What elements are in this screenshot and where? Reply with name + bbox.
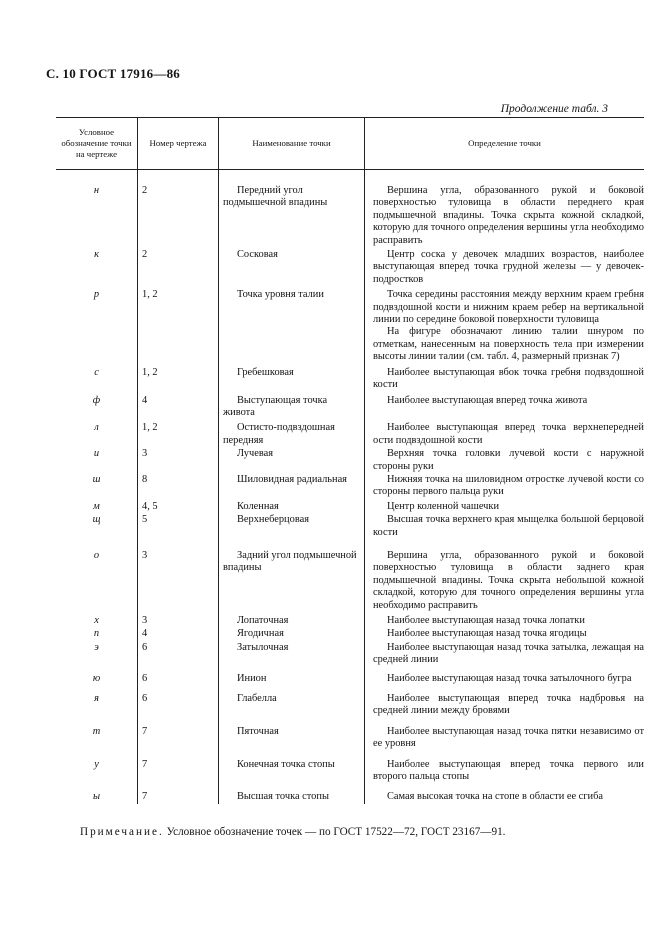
drawing-number: 6 xyxy=(138,667,219,685)
table-row xyxy=(56,718,644,751)
point-symbol: ы xyxy=(56,783,138,803)
point-definition xyxy=(365,170,645,248)
definition-paragraph: Высшая точка верхнего края мыщелка большой берцовой кости xyxy=(373,514,644,538)
table-continuation-label: Продолжение табл. 3 xyxy=(500,103,608,115)
point-name: Затылочная xyxy=(219,641,365,667)
point-definition xyxy=(365,718,645,751)
definition-paragraph: Наиболее выступающая назад точка пятки независимо от ее уровня xyxy=(373,725,644,750)
table-row xyxy=(56,392,644,420)
point-definition xyxy=(365,419,645,447)
point-symbol: щ xyxy=(56,513,138,539)
definition-paragraph: Наиболее выступающая вперед точка живота xyxy=(387,394,588,406)
point-name: Сосковая xyxy=(219,247,365,286)
drawing-number: 7 xyxy=(138,783,219,803)
point-name: Коленная xyxy=(219,499,365,513)
table-row xyxy=(56,539,644,612)
point-symbol: у xyxy=(56,751,138,784)
definition-paragraph: Нижняя точка на шиловидном отростке лучевой кости со стороны первого пальца руки xyxy=(373,473,644,498)
note-text: Условное обозначение точек — по ГОСТ 17522—72, ГОСТ 23167—91. xyxy=(166,826,506,838)
table-row xyxy=(56,783,644,803)
point-symbol: я xyxy=(56,685,138,718)
point-definition xyxy=(365,783,645,803)
drawing-number: 7 xyxy=(138,718,219,751)
table-row xyxy=(56,286,644,363)
point-symbol: и xyxy=(56,447,138,473)
drawing-number: 2 xyxy=(138,247,219,286)
point-definition xyxy=(365,751,645,784)
point-name: Лопаточная xyxy=(219,612,365,627)
point-definition xyxy=(365,627,645,640)
point-definition xyxy=(365,499,645,513)
point-symbol: н xyxy=(56,170,138,248)
point-symbol: т xyxy=(56,718,138,751)
table-note xyxy=(80,826,505,838)
point-name: Выступающая точка живота xyxy=(219,392,365,420)
point-symbol: м xyxy=(56,499,138,513)
point-name: Ягодичная xyxy=(219,627,365,640)
table-row xyxy=(56,247,644,286)
table-row xyxy=(56,419,644,447)
drawing-number: 1, 2 xyxy=(138,364,219,392)
definition-paragraph: Наиболее выступающая вперед точка надбровья на средней линии между бровями xyxy=(373,693,644,717)
table-row xyxy=(56,473,644,499)
definition-paragraph: Наиболее выступающая назад точка затылка, лежащая на средней линии xyxy=(373,641,644,666)
table-body xyxy=(56,170,644,804)
definition-paragraph: Наиболее выступающая назад точка затылочного бугра xyxy=(387,672,632,684)
point-symbol: х xyxy=(56,612,138,627)
point-symbol: э xyxy=(56,641,138,667)
point-name: Лучевая xyxy=(219,447,365,473)
point-name: Конечная точка стопы xyxy=(219,751,365,784)
column-header-definition: Определение точки xyxy=(365,118,645,170)
point-definition xyxy=(365,685,645,718)
point-definition xyxy=(365,247,645,286)
table-row xyxy=(56,751,644,784)
point-symbol: р xyxy=(56,286,138,363)
point-definition xyxy=(365,286,645,363)
point-name: Шиловидная радиальная xyxy=(219,473,365,499)
definition-paragraph: Точка середины расстояния между верхним краем гребня подвздошной кости и нижним краем ребер на вертикальной линии по середине боковой поверхности туловища xyxy=(373,289,644,326)
column-header-name: Наименование точки xyxy=(219,118,365,170)
page-header: С. 10 ГОСТ 17916—86 xyxy=(46,66,180,81)
point-name: Верхнеберцовая xyxy=(219,513,365,539)
table-row xyxy=(56,170,644,248)
definition-paragraph: Верхняя точка головки лучевой кости с наружной стороны руки xyxy=(373,448,644,472)
definition-paragraph: Наиболее выступающая вперед точка первого или второго пальца стопы xyxy=(373,758,644,783)
point-symbol: ш xyxy=(56,473,138,499)
drawing-number: 3 xyxy=(138,447,219,473)
point-symbol: л xyxy=(56,419,138,447)
table-row xyxy=(56,447,644,473)
point-name: Инион xyxy=(219,667,365,685)
point-symbol: ю xyxy=(56,667,138,685)
point-definition xyxy=(365,447,645,473)
point-symbol: о xyxy=(56,539,138,612)
point-name: Остисто-подвздошная передняя xyxy=(219,419,365,447)
definition-paragraph: Вершина угла, образованного рукой и боковой поверхностью туловища в области заднего края подмышечной впадины. Точка скрыта небольшой кожной складкой, которую для точного определения вершины угла необходимо расправить xyxy=(373,549,644,611)
definition-paragraph: Центр соска у девочек младших возрастов, наиболее выступающая вперед точка грудной железы — у девочек-подростков xyxy=(373,249,644,285)
point-name: Передний угол подмышечной впадины xyxy=(219,170,365,248)
definition-paragraph: Наиболее выступающая вперед точка верхнепередней ости подвздошной кости xyxy=(373,422,644,446)
drawing-number: 5 xyxy=(138,513,219,539)
point-definition xyxy=(365,641,645,667)
drawing-number: 4 xyxy=(138,627,219,640)
point-name: Задний угол подмышечной впадины xyxy=(219,539,365,612)
column-header-symbol: Условное обозначение точки на чертеже xyxy=(56,118,138,170)
point-name: Точка уровня талии xyxy=(219,286,365,363)
point-name: Гребешковая xyxy=(219,364,365,392)
table-row xyxy=(56,612,644,627)
table-row xyxy=(56,641,644,667)
definition-paragraph: Наиболее выступающая назад точка ягодицы xyxy=(387,628,587,640)
point-symbol: с xyxy=(56,364,138,392)
drawing-number: 7 xyxy=(138,751,219,784)
point-definition xyxy=(365,513,645,539)
definition-paragraph: Самая высокая точка на стопе в области ее сгиба xyxy=(387,791,604,803)
point-name: Пяточная xyxy=(219,718,365,751)
table-header-row xyxy=(56,118,644,170)
table-row xyxy=(56,513,644,539)
drawing-number: 1, 2 xyxy=(138,419,219,447)
point-definition xyxy=(365,392,645,420)
point-definition xyxy=(365,539,645,612)
drawing-number: 6 xyxy=(138,685,219,718)
table-row xyxy=(56,364,644,392)
point-definition xyxy=(365,612,645,627)
point-definition xyxy=(365,667,645,685)
point-symbol: ф xyxy=(56,392,138,420)
drawing-number: 3 xyxy=(138,539,219,612)
point-name: Высшая точка стопы xyxy=(219,783,365,803)
table-row xyxy=(56,667,644,685)
point-symbol: п xyxy=(56,627,138,640)
point-name: Глабелла xyxy=(219,685,365,718)
table-row xyxy=(56,627,644,640)
drawing-number: 4 xyxy=(138,392,219,420)
point-definition xyxy=(365,364,645,392)
drawing-number: 8 xyxy=(138,473,219,499)
column-header-drawing: Номер чертежа xyxy=(138,118,219,170)
definition-paragraph: Наиболее выступающая вбок точка гребня подвздошной кости xyxy=(373,366,644,391)
definition-paragraph: Наиболее выступающая назад точка лопатки xyxy=(387,615,585,626)
drawing-number: 2 xyxy=(138,170,219,248)
drawing-number: 6 xyxy=(138,641,219,667)
definition-paragraph: На фигуре обозначают линию талии шнуром по отметкам, нанесенным на поверхность тела при измерении высоты линии талии (см. табл. 4, размерный признак 7) xyxy=(373,326,644,363)
point-definition xyxy=(365,473,645,499)
table-row xyxy=(56,685,644,718)
points-table xyxy=(56,117,644,804)
table-row xyxy=(56,499,644,513)
drawing-number: 3 xyxy=(138,612,219,627)
note-label: Примечание. xyxy=(80,826,164,838)
definition-paragraph: Вершина угла, образованного рукой и боковой поверхностью туловища в области переднего края подмышечной впадины. Точка скрыта кожной складкой, которую для точного определения вершины угла необходимо расправить xyxy=(373,185,644,246)
drawing-number: 4, 5 xyxy=(138,499,219,513)
definition-paragraph: Центр коленной чашечки xyxy=(387,500,500,512)
point-symbol: к xyxy=(56,247,138,286)
drawing-number: 1, 2 xyxy=(138,286,219,363)
